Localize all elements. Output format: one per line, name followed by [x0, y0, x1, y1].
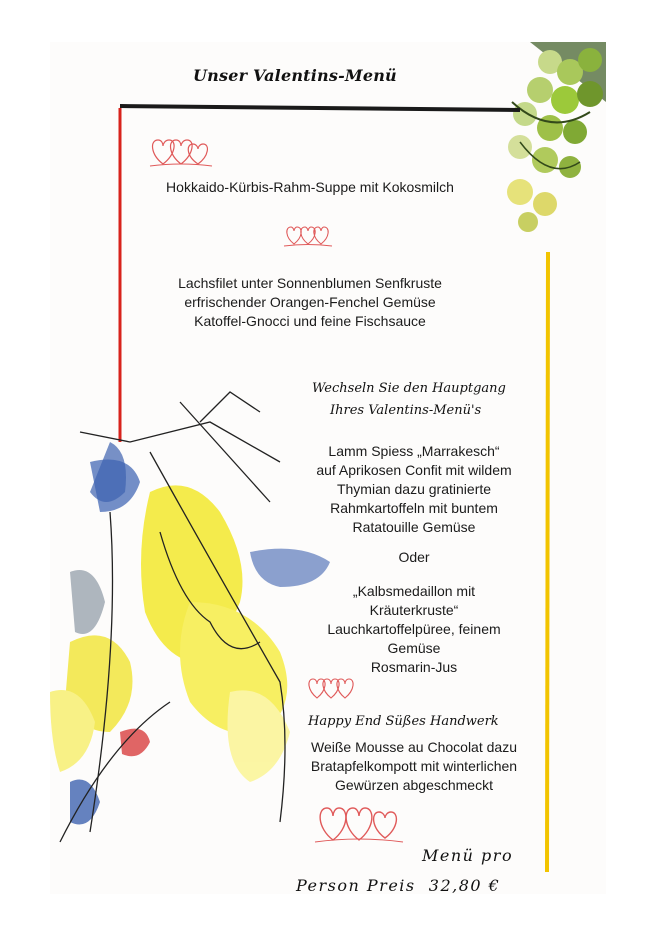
- hearts-divider-4: [313, 800, 405, 846]
- dessert-line: Weiße Mousse au Chocolat dazu: [311, 739, 517, 755]
- alternative-main-1-line: Rahmkartoffeln mit buntem: [330, 500, 498, 516]
- dessert-line: Bratapfelkompott mit winterlichen: [310, 758, 518, 774]
- starter-dish: Hokkaido-Kürbis-Rahm-Suppe mit Kokosmilch: [166, 179, 454, 195]
- alternative-main-2-line: Lauchkartoffelpüree, feinem: [327, 621, 501, 637]
- alternative-main-2: [264, 582, 564, 677]
- main-course-line: Lachsfilet unter Sonnenblumen Senfkruste: [178, 275, 442, 291]
- price-value: Person Preis 32,80 €: [296, 876, 501, 894]
- grapes-illustration: [507, 42, 606, 232]
- dessert: [264, 738, 564, 795]
- alternative-main-1-line: Lamm Spiess „Marrakesch“: [328, 443, 500, 459]
- alternative-main-heading-line: Wechseln Sie den Hauptgang: [312, 381, 506, 396]
- alternative-main-1-line: Thymian dazu gratinierte: [336, 481, 492, 497]
- hearts-divider-3: [305, 674, 357, 702]
- alternative-main-1-line: Ratatouille Gemüse: [352, 519, 476, 535]
- alternative-main-1: [264, 442, 564, 537]
- price-label: Menü pro: [422, 846, 514, 865]
- hearts-divider-1: [148, 134, 214, 170]
- alternative-main-heading-line: Ihres Valentins-Menü's: [330, 403, 482, 418]
- hearts-divider-2: [283, 222, 333, 248]
- alternative-main-2-line: Kräuterkruste“: [369, 602, 459, 618]
- alternative-main-2-line: Gemüse: [387, 640, 441, 656]
- alternative-main-1-line: auf Aprikosen Confit mit wildem: [316, 462, 512, 478]
- main-course-line: erfrischender Orangen-Fenchel Gemüse: [184, 294, 436, 310]
- alternative-main-2-line: „Kalbsmedaillon mit: [352, 583, 476, 599]
- or-label: Oder: [398, 549, 430, 565]
- alternative-main-2-line: Rosmarin-Jus: [370, 659, 458, 675]
- frame-top-line: [120, 106, 520, 110]
- alternative-main-heading: [312, 378, 506, 422]
- menu-title: Unser Valentins-Menü: [193, 66, 397, 85]
- dessert-heading: Happy End Süßes Handwerk: [308, 714, 499, 729]
- main-course: [110, 274, 510, 331]
- dessert-line: Gewürzen abgeschmeckt: [335, 777, 493, 793]
- menu-card: [50, 42, 606, 894]
- main-course-line: Katoffel-Gnocci und feine Fischsauce: [194, 313, 426, 329]
